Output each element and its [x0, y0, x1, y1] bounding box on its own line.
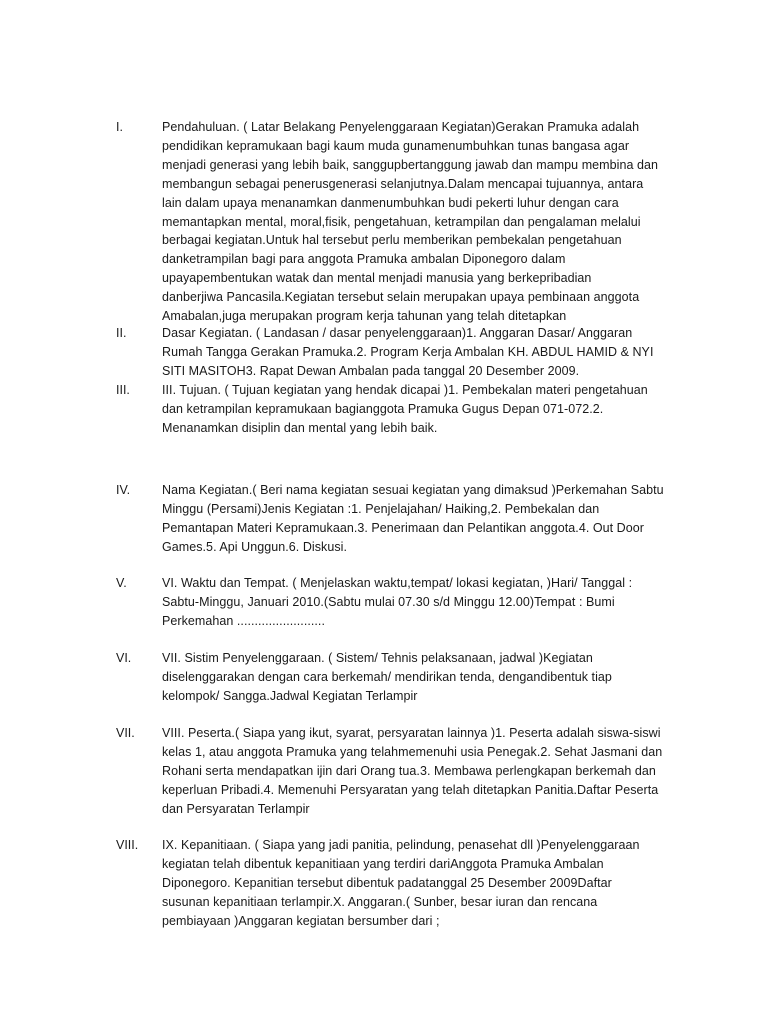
text-line: kelas 1, atau anggota Pramuka yang telahmemenuhi usia Penegak.2. Sehat Jasmani dan: [162, 744, 663, 759]
section-text: [162, 324, 686, 381]
text-line: kelompok/ Sangga.Jadwal Kegiatan Terlampir: [162, 688, 418, 703]
section-numeral: VII.: [116, 726, 135, 740]
text-line: Pemantapan Materi Kepramukaan.3. Penerimaan dan Pelantikan anggota.4. Out Door: [162, 520, 644, 535]
text-line: dan Persyaratan Terlampir: [162, 801, 310, 816]
text-line: Perkemahan .........................: [162, 613, 325, 628]
text-line: pendidikan kepramukaan bagi kaum muda gunamenumbuhkan tunas bangasa agar: [162, 138, 630, 153]
text-line: danketrampilan bagi para anggota Pramuka ambalan Diponegoro dalam: [162, 252, 566, 267]
text-line: Pendahuluan. ( Latar Belakang Penyelenggaraan Kegiatan)Gerakan Pramuka adalah: [162, 120, 640, 134]
text-line: IX. Kepanitiaan. ( Siapa yang jadi panitia, pelindung, penasehat dll )Penyelenggaraan: [162, 838, 640, 852]
text-line: Dasar Kegiatan. ( Landasan / dasar penyelenggaraan)1. Anggaran Dasar/ Anggaran: [162, 326, 633, 340]
section-numeral: VI.: [116, 651, 132, 665]
section-text: [162, 724, 686, 819]
text-line: memantapkan mental, moral,fisik, pengetahuan, ketrampilan dan pengalaman melalui: [162, 214, 641, 229]
text-line: susunan kepanitiaan terlampir.X. Anggaran.( Sunber, besar iuran dan rencana: [162, 894, 598, 909]
text-line: pembiayaan )Anggaran kegiatan bersumber dari ;: [162, 913, 440, 928]
section-numeral: VIII.: [116, 838, 139, 852]
section-text: [162, 574, 686, 631]
text-line: Sabtu-Minggu, Januari 2010.(Sabtu mulai 07.30 s/d Minggu 12.00)Tempat : Bumi: [162, 594, 615, 609]
section-numeral: IV.: [116, 483, 131, 497]
text-line: VII. Sistim Penyelenggaraan. ( Sistem/ Tehnis pelaksanaan, jadwal )Kegiatan: [162, 651, 593, 665]
text-line: lain dalam upaya menanamkan danmenumbuhkan budi pekerti luhur dengan cara: [162, 195, 619, 210]
text-line: menjadi generasi yang lebih baik, sanggupbertanggung jawab dan mampu membina dan: [162, 157, 658, 172]
section-numeral: I.: [116, 120, 123, 134]
section-numeral: II.: [116, 326, 127, 340]
text-line: SITI MASITOH3. Rapat Dewan Ambalan pada tanggal 20 Desember 2009.: [162, 363, 580, 378]
text-line: Rohani serta mendapatkan ijin dari Orang tua.3. Membawa perlengkapan berkemah dan: [162, 763, 656, 778]
text-line: Amabalan,juga merupakan program kerja tahunan yang telah ditetapkan: [162, 309, 567, 324]
text-line: keperluan Pribadi.4. Memenuhi Persyaratan yang telah ditetapkan Panitia.Daftar Peserta: [162, 782, 659, 797]
section-text: [162, 481, 686, 557]
text-line: upayapembentukan watak dan mental menjadi manusia yang berkepribadian: [162, 271, 592, 286]
section-text: [162, 836, 686, 931]
section-numeral: III.: [116, 383, 130, 397]
text-line: diselenggarakan dengan cara berkemah/ mendirikan tenda, dengandibentuk tiap: [162, 669, 612, 684]
text-line: Nama Kegiatan.( Beri nama kegiatan sesuai kegiatan yang dimaksud )Perkemahan Sabtu: [162, 483, 664, 497]
text-line: Minggu (Persami)Jenis Kegiatan :1. Penjelajahan/ Haiking,2. Pembekalan dan: [162, 501, 600, 516]
text-line: membangun sebagai penerusgenerasi selanjutnya.Dalam mencapai tujuannya, antara: [162, 176, 644, 191]
section-text: [162, 381, 686, 438]
section-text: [162, 118, 686, 326]
section-text: [162, 649, 686, 706]
text-line: dan ketrampilan kepramukaan bagianggota Pramuka Gugus Depan 071-072.2.: [162, 401, 604, 416]
text-line: danberjiwa Pancasila.Kegiatan tersebut selain merupakan upaya pembinaan anggota: [162, 290, 640, 305]
text-line: Diponegoro. Kepanitian tersebut dibentuk padatanggal 25 Desember 2009Daftar: [162, 875, 612, 890]
text-line: III. Tujuan. ( Tujuan kegiatan yang hendak dicapai )1. Pembekalan materi pengetahuan: [162, 383, 648, 397]
text-line: Rumah Tangga Gerakan Pramuka.2. Program Kerja Ambalan KH. ABDUL HAMID & NYI: [162, 344, 654, 359]
text-line: berbagai kegiatan.Untuk hal tersebut perlu memberikan pembekalan pengetahuan: [162, 233, 622, 248]
text-line: Menanamkan disiplin dan mental yang lebih baik.: [162, 420, 438, 435]
section-numeral: V.: [116, 576, 127, 590]
text-line: VI. Waktu dan Tempat. ( Menjelaskan waktu,tempat/ lokasi kegiatan, )Hari/ Tanggal :: [162, 576, 633, 590]
text-line: VIII. Peserta.( Siapa yang ikut, syarat, persyaratan lainnya )1. Peserta adalah siswa-siswi: [162, 726, 661, 740]
text-line: kegiatan telah dibentuk kepanitiaan yang terdiri dariAnggota Pramuka Ambalan: [162, 856, 604, 871]
text-line: Games.5. Api Unggun.6. Diskusi.: [162, 539, 347, 554]
